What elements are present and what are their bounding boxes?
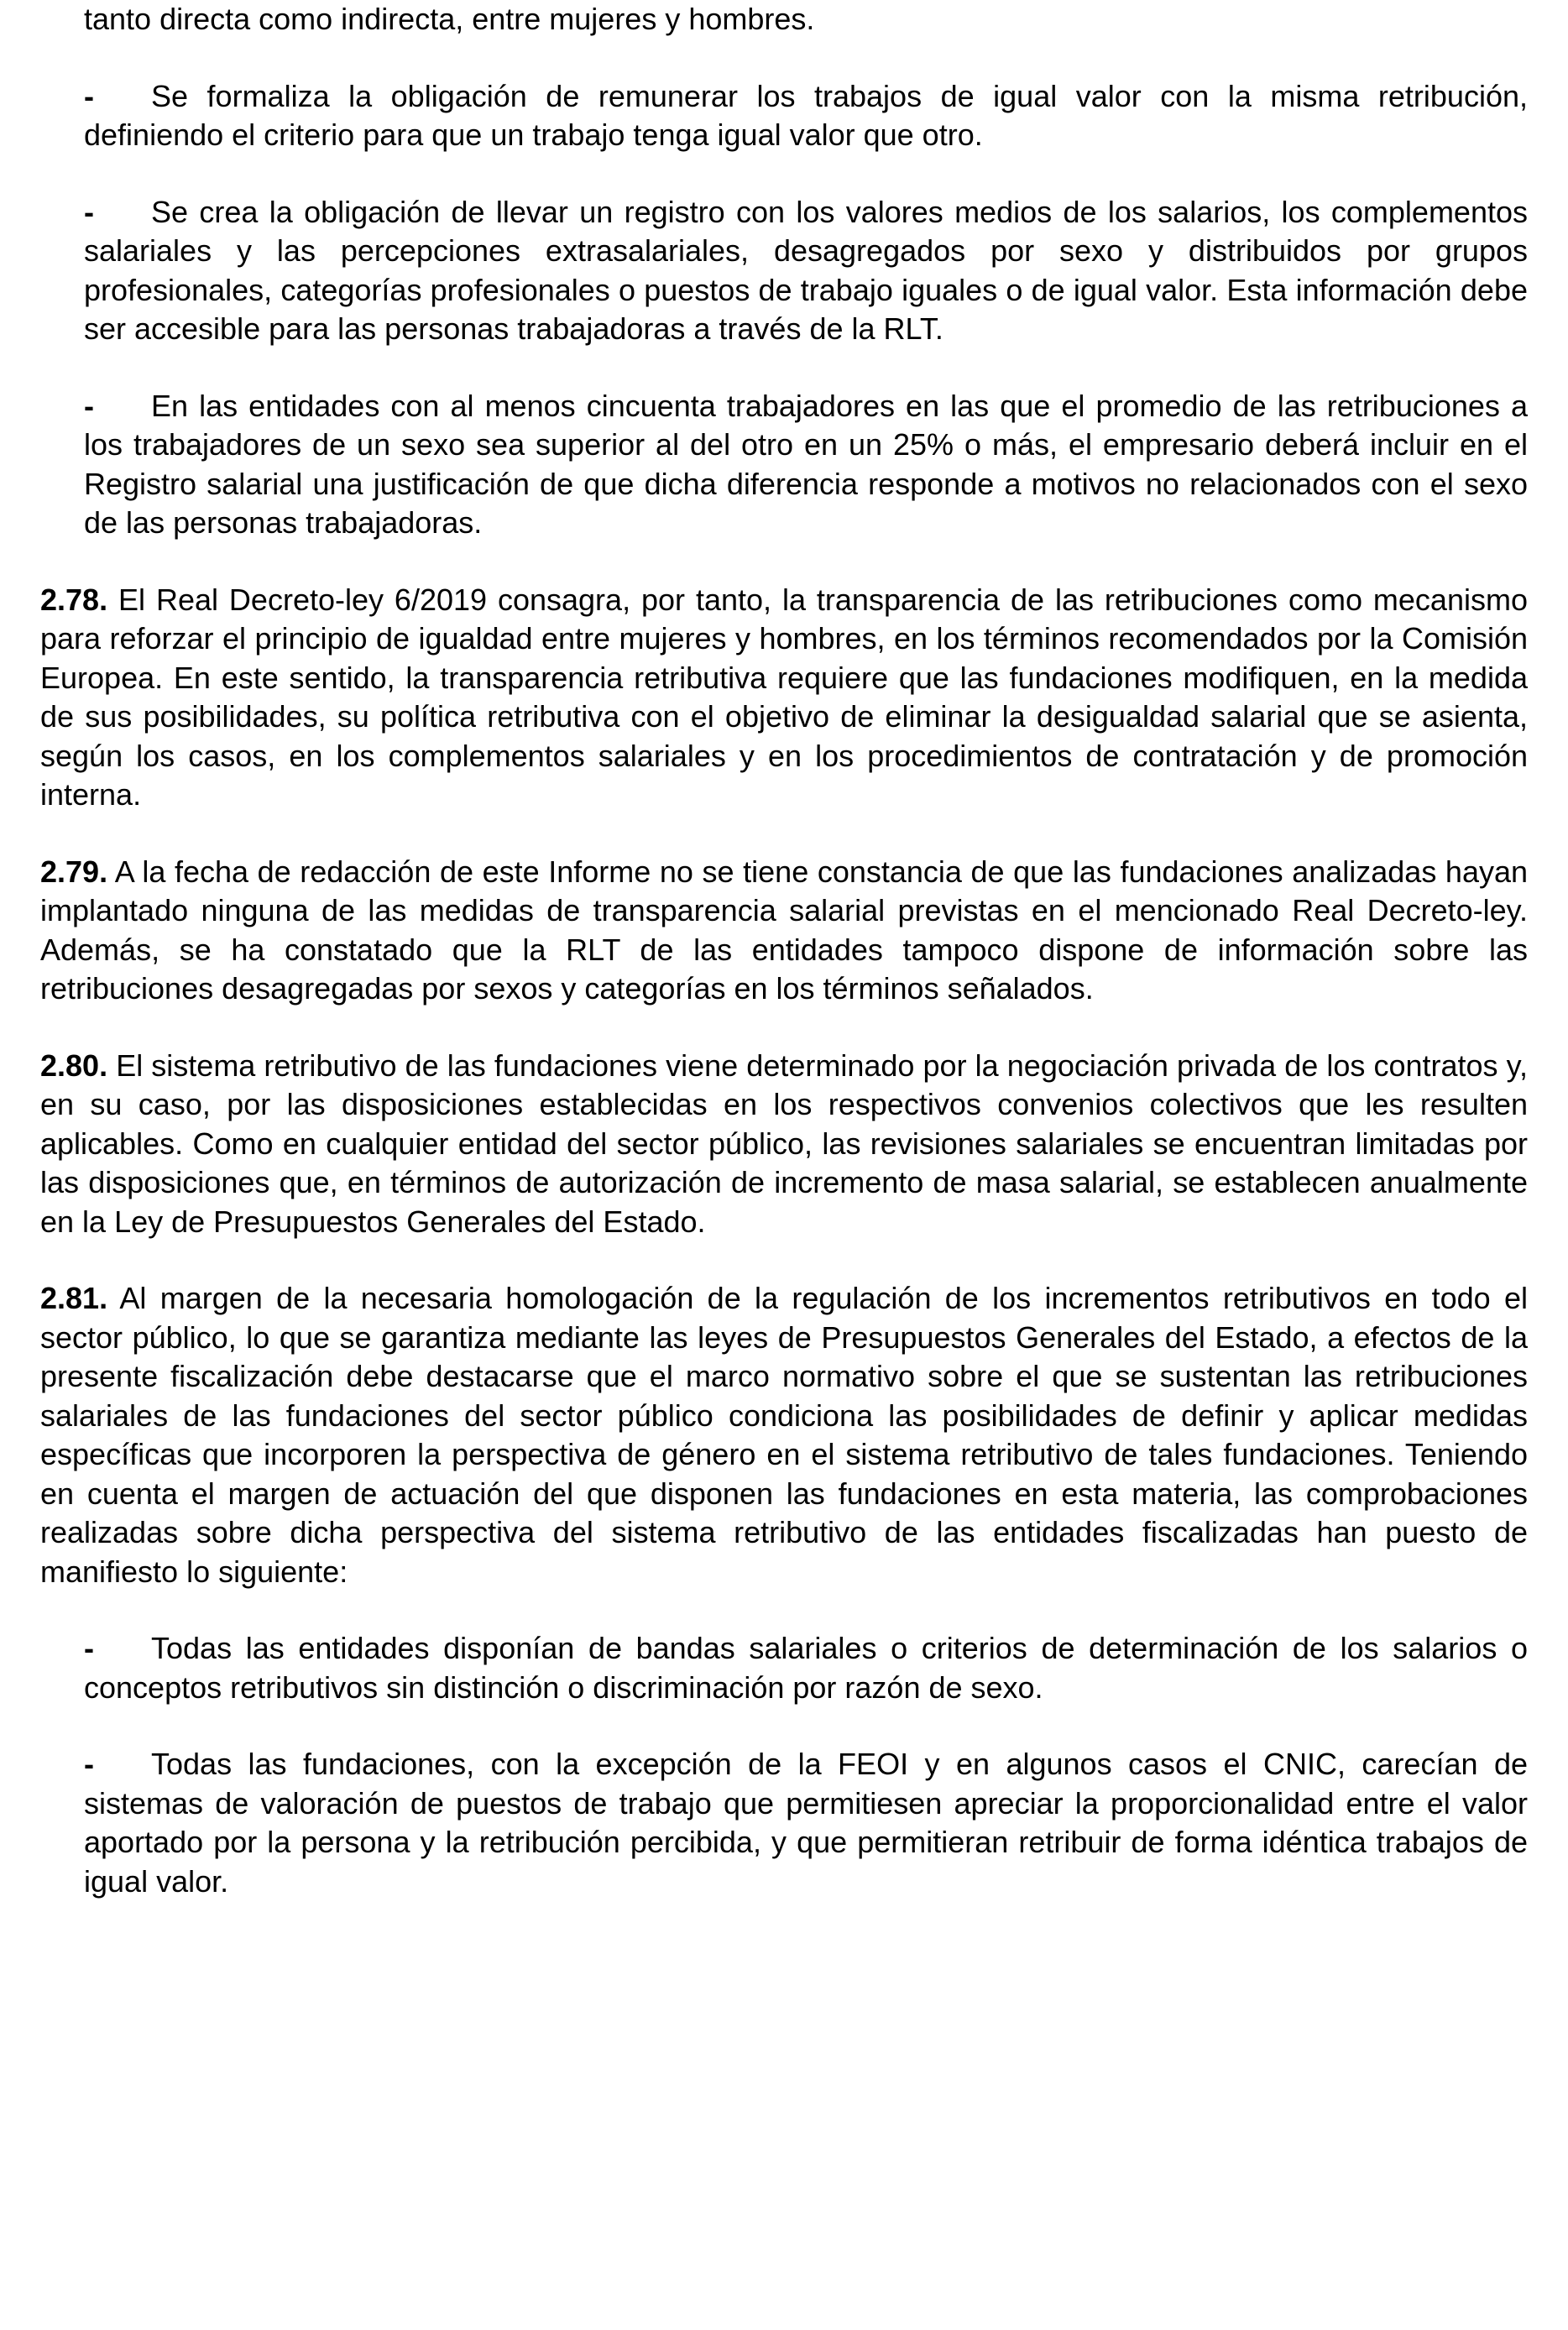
- bullet-marker: -: [84, 78, 94, 113]
- document-page: [40, 0, 1528, 1939]
- paragraph-number: 2.79.: [40, 854, 108, 889]
- paragraph-2-80: [40, 1047, 1528, 1242]
- paragraph-number: 2.78.: [40, 582, 108, 617]
- paragraph-text: El Real Decreto-ley 6/2019 consagra, por tanto, la transparencia de las retribuciones como mecanismo para reforzar el principio de igualdad entre mujeres y hombres, en los términos recomendados por la Comisión Europea. En este sentido, la transparencia retributiva requiere que las fundaciones modifiquen, en la medida de sus posibilidades, su política retributiva con el objetivo de eliminar la desigualdad salarial que se asienta, según los casos, en los complementos salariales y en los procedimientos de contratación y de promoción interna.: [40, 582, 1528, 812]
- paragraph-number: 2.80.: [40, 1047, 108, 1083]
- paragraph-number: 2.81.: [40, 1281, 108, 1315]
- bullet-marker: -: [84, 388, 94, 423]
- bullet-item: [84, 387, 1528, 543]
- bullet-item: [84, 1745, 1528, 1901]
- paragraph-2-79: [40, 853, 1528, 1009]
- bullet-text: Se formaliza la obligación de remunerar los trabajos de igual valor con la misma retribución, definiendo el criterio para que un trabajo tenga igual valor que otro.: [84, 78, 1528, 152]
- paragraph-text: Al margen de la necesaria homologación de la regulación de los incrementos retributivos en todo el sector público, lo que se garantiza mediante las leyes de Presupuestos Generales del Estado, a efectos de la presente fiscalización debe destacarse que el marco normativo sobre el que se sustentan las retribuciones salariales de las fundaciones del sector público condiciona las posibilidades de definir y aplicar medidas específicas que incorporen la perspectiva de género en el sistema retributivo de tales fundaciones. Teniendo en cuenta el margen de actuación del que disponen las fundaciones en esta materia, las comprobaciones realizadas sobre dicha perspectiva del sistema retributivo de las entidades fiscalizadas han puesto de manifiesto lo siguiente:: [40, 1281, 1528, 1589]
- bullet-text: En las entidades con al menos cincuenta trabajadores en las que el promedio de las retribuciones a los trabajadores de un sexo sea superior al del otro en un 25% o más, el empresario deberá incluir en el Registro salarial una justificación de que dicha diferencia responde a motivos no relacionados con el sexo de las personas trabajadoras.: [84, 388, 1528, 540]
- bullet-text: Todas las entidades disponían de bandas salariales o criterios de determinación de los salarios o conceptos retributivos sin distinción o discriminación por razón de sexo.: [84, 1631, 1528, 1705]
- bullet-item: [84, 1629, 1528, 1707]
- bullet-marker: -: [84, 194, 94, 229]
- bullet-item: [84, 193, 1528, 349]
- intro-text: tanto directa como indirecta, entre mujeres y hombres.: [84, 2, 815, 36]
- bullet-text: Se crea la obligación de llevar un registro con los valores medios de los salarios, los complementos salariales y las percepciones extrasalariales, desagregados por sexo y distribuidos por grupos profesionales, categorías profesionales o puestos de trabajo iguales o de igual valor. Esta información debe ser accesible para las personas trabajadoras a través de la RLT.: [84, 194, 1528, 346]
- bullet-item: [84, 77, 1528, 155]
- bullet-marker: -: [84, 1747, 94, 1781]
- paragraph-2-78: [40, 581, 1528, 815]
- paragraph-text: A la fecha de redacción de este Informe no se tiene constancia de que las fundaciones analizadas hayan implantado ninguna de las medidas de transparencia salarial previstas en el mencionado Real Decreto-ley. Además, se ha constatado que la RLT de las entidades tampoco dispone de información sobre las retribuciones desagregadas por sexos y categorías en los términos señalados.: [40, 854, 1529, 1006]
- bullet-marker: -: [84, 1631, 94, 1665]
- bullet-text: Todas las fundaciones, con la excepción de la FEOI y en algunos casos el CNIC, carecían de sistemas de valoración de puestos de trabajo que permitiesen apreciar la proporcionalidad entre el valor aportado por la persona y la retribución percibida, y que permitieran retribuir de forma idéntica trabajos de igual valor.: [84, 1747, 1528, 1899]
- paragraph-text: El sistema retributivo de las fundaciones viene determinado por la negociación privada de los contratos y, en su caso, por las disposiciones establecidas en los respectivos convenios colectivos que les resulten aplicables. Como en cualquier entidad del sector público, las revisiones salariales se encuentran limitadas por las disposiciones que, en términos de autorización de incremento de masa salarial, se establecen anualmente en la Ley de Presupuestos Generales del Estado.: [40, 1047, 1528, 1239]
- paragraph-2-81: [40, 1279, 1528, 1591]
